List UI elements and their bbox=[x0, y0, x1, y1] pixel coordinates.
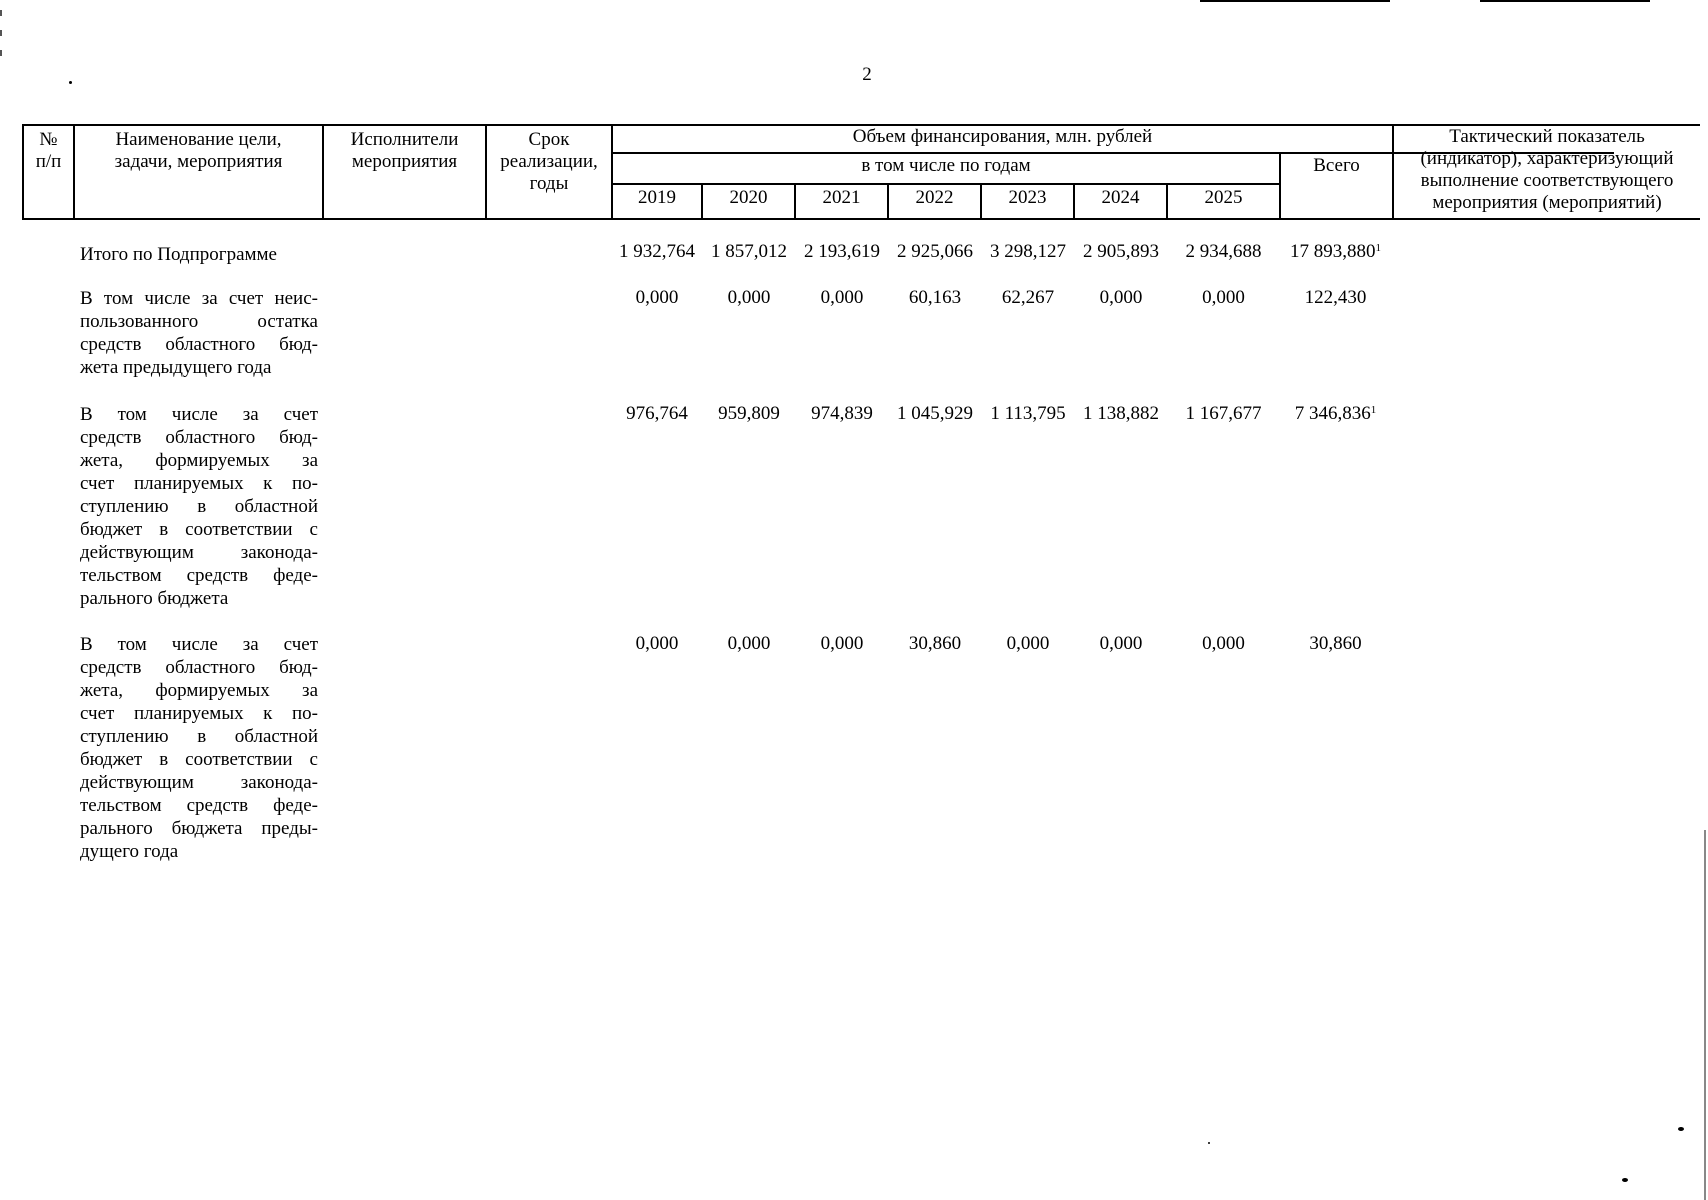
header-funding: Объем финансирования, млн. рублей bbox=[852, 126, 1153, 147]
row-label-line: действующим законода- bbox=[80, 772, 318, 793]
header-bottom-border bbox=[22, 218, 1700, 220]
row-label-line: бюджет в соответствии с bbox=[80, 749, 318, 770]
footnote-mark: 1 bbox=[1370, 404, 1377, 416]
row-label-line: жета предыдущего года bbox=[80, 357, 272, 378]
row-label-line: действующим законода- bbox=[80, 542, 318, 563]
row-total-value: 17 893,880 bbox=[1290, 241, 1376, 262]
header-year: 2022 bbox=[915, 187, 954, 208]
row-total-value: 30,860 bbox=[1309, 633, 1362, 654]
row-label-line: бюджет в соответствии с bbox=[80, 519, 318, 540]
row-total bbox=[1279, 403, 1392, 425]
row-value: 0,000 bbox=[635, 287, 679, 308]
row-label-line: средств областного бюд- bbox=[80, 657, 318, 678]
row-label: Итого по Подпрограмме bbox=[80, 244, 277, 265]
page-number: 2 bbox=[862, 64, 872, 85]
row-label bbox=[80, 403, 318, 610]
header-year: 2019 bbox=[638, 187, 676, 208]
row-label-line: средств областного бюд- bbox=[80, 427, 318, 448]
header-year: 2024 bbox=[1101, 187, 1140, 208]
scan-speck bbox=[69, 81, 72, 84]
scan-speck bbox=[1208, 1142, 1210, 1144]
row-value: 0,000 bbox=[635, 633, 679, 654]
row-value: 0,000 bbox=[727, 287, 771, 308]
row-value: 0,000 bbox=[1099, 287, 1143, 308]
header-year: 2025 bbox=[1204, 187, 1243, 208]
row-label-line: В том числе за счет bbox=[80, 404, 318, 425]
scan-edge-line bbox=[1480, 0, 1650, 2]
header-year: 2021 bbox=[822, 187, 861, 208]
row-label-line: ступлению в областной bbox=[80, 496, 318, 517]
row-value: 3 298,127 bbox=[990, 241, 1066, 262]
row-label-line: рального бюджета bbox=[80, 588, 229, 609]
row-label-line: счет планируемых к по- bbox=[80, 703, 318, 724]
row-label-line: счет планируемых к по- bbox=[80, 473, 318, 494]
scan-speck bbox=[1678, 1127, 1684, 1131]
row-total bbox=[1279, 241, 1392, 263]
header-name: Наименование цели, задачи, мероприятия bbox=[114, 129, 283, 172]
row-total-value: 122,430 bbox=[1304, 287, 1367, 308]
row-value: 60,163 bbox=[908, 287, 962, 308]
row-value: 0,000 bbox=[1099, 633, 1143, 654]
row-value: 1 167,677 bbox=[1185, 403, 1262, 424]
row-value: 1 857,012 bbox=[711, 241, 787, 262]
row-value: 0,000 bbox=[727, 633, 771, 654]
scan-edge-mark bbox=[0, 30, 2, 36]
row-value: 1 932,764 bbox=[619, 241, 695, 262]
row-label-line: дущего года bbox=[80, 841, 179, 862]
row-value: 1 045,929 bbox=[897, 403, 973, 424]
header-executors: Исполнители мероприятия bbox=[350, 129, 459, 172]
row-value: 0,000 bbox=[1202, 633, 1245, 654]
row-label-line: средств областного бюд- bbox=[80, 334, 318, 355]
scan-edge-line bbox=[1200, 0, 1390, 2]
scan-edge-mark bbox=[0, 10, 2, 16]
scan-speck bbox=[1622, 1178, 1628, 1182]
row-label-line: тельством средств феде- bbox=[80, 795, 318, 816]
row-value: 976,764 bbox=[626, 403, 688, 424]
row-value: 30,860 bbox=[908, 633, 962, 654]
row-value: 974,839 bbox=[811, 403, 873, 424]
row-value: 0,000 bbox=[820, 633, 864, 654]
footnote-mark: 1 bbox=[1375, 242, 1381, 254]
row-label-line: ступлению в областной bbox=[80, 726, 318, 747]
row-total bbox=[1279, 633, 1392, 655]
row-value: 2 925,066 bbox=[897, 241, 973, 262]
row-label-line: тельством средств феде- bbox=[80, 565, 318, 586]
header-total: Всего bbox=[1313, 155, 1360, 176]
row-value: 2 934,688 bbox=[1185, 241, 1262, 262]
header-by-years: в том числе по годам bbox=[861, 155, 1031, 176]
row-value: 1 138,882 bbox=[1083, 403, 1159, 424]
row-value: 959,809 bbox=[718, 403, 780, 424]
header-year: 2023 bbox=[1008, 187, 1047, 208]
scan-edge-mark bbox=[0, 50, 2, 56]
row-value: 1 113,795 bbox=[990, 403, 1066, 424]
header-rule bbox=[611, 183, 1279, 185]
row-label-line: В том числе за счет неис- bbox=[80, 288, 318, 309]
row-label-line: жета, формируемых за bbox=[80, 680, 318, 701]
row-value: 2 905,893 bbox=[1083, 241, 1159, 262]
row-value: 0,000 bbox=[1202, 287, 1245, 308]
row-label-line: В том числе за счет bbox=[80, 634, 318, 655]
header-number: № п/п bbox=[35, 129, 62, 172]
row-label-line: жета, формируемых за bbox=[80, 450, 318, 471]
row-total-value: 7 346,836 bbox=[1294, 403, 1371, 424]
scan-edge-line bbox=[1704, 830, 1706, 1200]
row-label bbox=[80, 287, 318, 379]
header-term: Срок реализации, годы bbox=[500, 129, 598, 194]
row-label-line: пользованного остатка bbox=[80, 311, 318, 332]
header-year: 2020 bbox=[729, 187, 768, 208]
row-total bbox=[1279, 287, 1392, 309]
header-indicator: Тактический показатель (индикатор), характеризующий выполнение соответствующего мероприятия (мероприятий) bbox=[1420, 126, 1674, 213]
row-value: 0,000 bbox=[1006, 633, 1050, 654]
row-value: 0,000 bbox=[820, 287, 864, 308]
row-label bbox=[80, 633, 318, 863]
row-value: 2 193,619 bbox=[804, 241, 880, 262]
row-label-line: рального бюджета преды- bbox=[80, 818, 318, 839]
row-value: 62,267 bbox=[1001, 287, 1055, 308]
